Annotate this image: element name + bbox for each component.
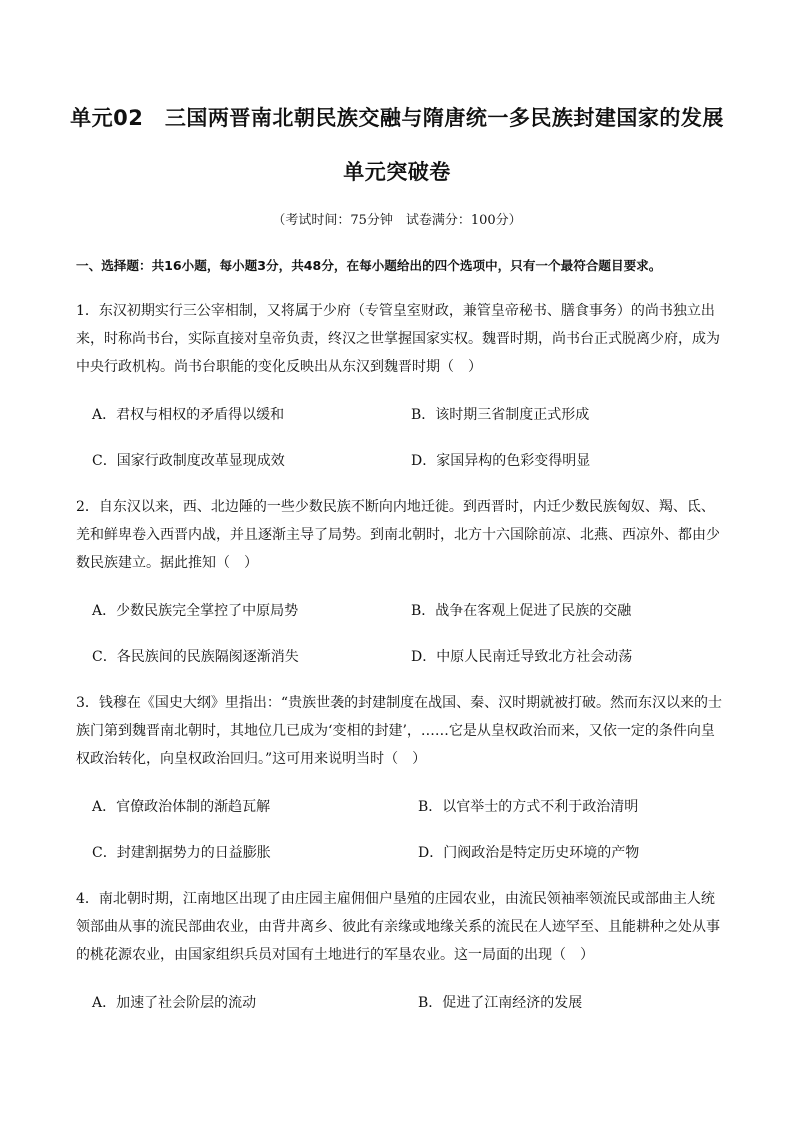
option-a: A．君权与相权的矛盾得以缓和 xyxy=(92,407,285,423)
option-d: D．家国异构的色彩变得明显 xyxy=(411,453,591,469)
option-b: B．以官举士的方式不利于政治清明 xyxy=(418,799,639,815)
question-stem: 4．南北朝时期，江南地区出现了由庄园主雇佣佃户垦殖的庄园农业，由流民领袖率领流民或部曲主人统领部曲从事的流民部曲农业，由背井离乡、彼此有亲缘或地缘关系的流民在人迹罕至、且能耕种之处从事的桃花源农业，由国家组织兵员对国有土地进行的军垦农业。这一局面的出现（ ） xyxy=(76,891,720,963)
exam-info: （考试时间：75分钟 试卷满分：100分） xyxy=(272,213,522,228)
option-a: A．少数民族完全掌控了中原局势 xyxy=(92,603,299,619)
option-d: D．门阀政治是特定历史环境的产物 xyxy=(418,845,640,861)
option-b: B．促进了江南经济的发展 xyxy=(418,995,583,1011)
option-a: A．官僚政治体制的渐趋瓦解 xyxy=(92,799,271,815)
question-stem: 1．东汉初期实行三公宰相制，又将属于少府（专管皇室财政，兼管皇帝秘书、膳食事务）的尚书独立出来，时称尚书台，实际直接对皇帝负责，终汉之世掌握国家实权。魏晋时期，尚书台正式脱离少府，成为中央行政机构。尚书台职能的变化反映出从东汉到魏晋时期（ ） xyxy=(76,303,720,375)
option-c: C．各民族间的民族隔阂逐渐消失 xyxy=(92,649,299,665)
option-b: B．战争在客观上促进了民族的交融 xyxy=(411,603,632,619)
option-d: D．中原人民南迁导致北方社会动荡 xyxy=(411,649,633,665)
option-c: C．国家行政制度改革显现成效 xyxy=(92,453,285,469)
option-c: C．封建割据势力的日益膨胀 xyxy=(92,845,271,861)
question-stem: 2．自东汉以来，西、北边陲的一些少数民族不断向内地迁徙。到西晋时，内迁少数民族匈奴、羯、氐、羌和鲜卑卷入西晋内战，并且逐渐主导了局势。到南北朝时，北方十六国除前凉、北燕、西凉外、都由少数民族建立。据此推知（ ） xyxy=(76,499,720,571)
question-stem: 3．钱穆在《国史大纲》里指出：“贵族世袭的封建制度在战国、秦、汉时期就被打破。然而东汉以来的士族门第到魏晋南北朝时，其地位几已成为‘变相的封建’，……它是从皇权政治而来，又依一定的条件向皇权政治转化，向皇权政治回归。”这可用来说明当时（ ） xyxy=(76,695,723,767)
page-subtitle: 单元突破卷 xyxy=(343,160,451,184)
option-a: A．加速了社会阶层的流动 xyxy=(92,995,257,1011)
section-heading: 一、选择题：共16小题，每小题3分，共48分，在每小题给出的四个选项中，只有一个最符合题目要求。 xyxy=(76,258,662,273)
option-b: B．该时期三省制度正式形成 xyxy=(411,407,590,423)
page-title: 单元02 三国两晋南北朝民族交融与隋唐统一多民族封建国家的发展 xyxy=(70,106,724,130)
